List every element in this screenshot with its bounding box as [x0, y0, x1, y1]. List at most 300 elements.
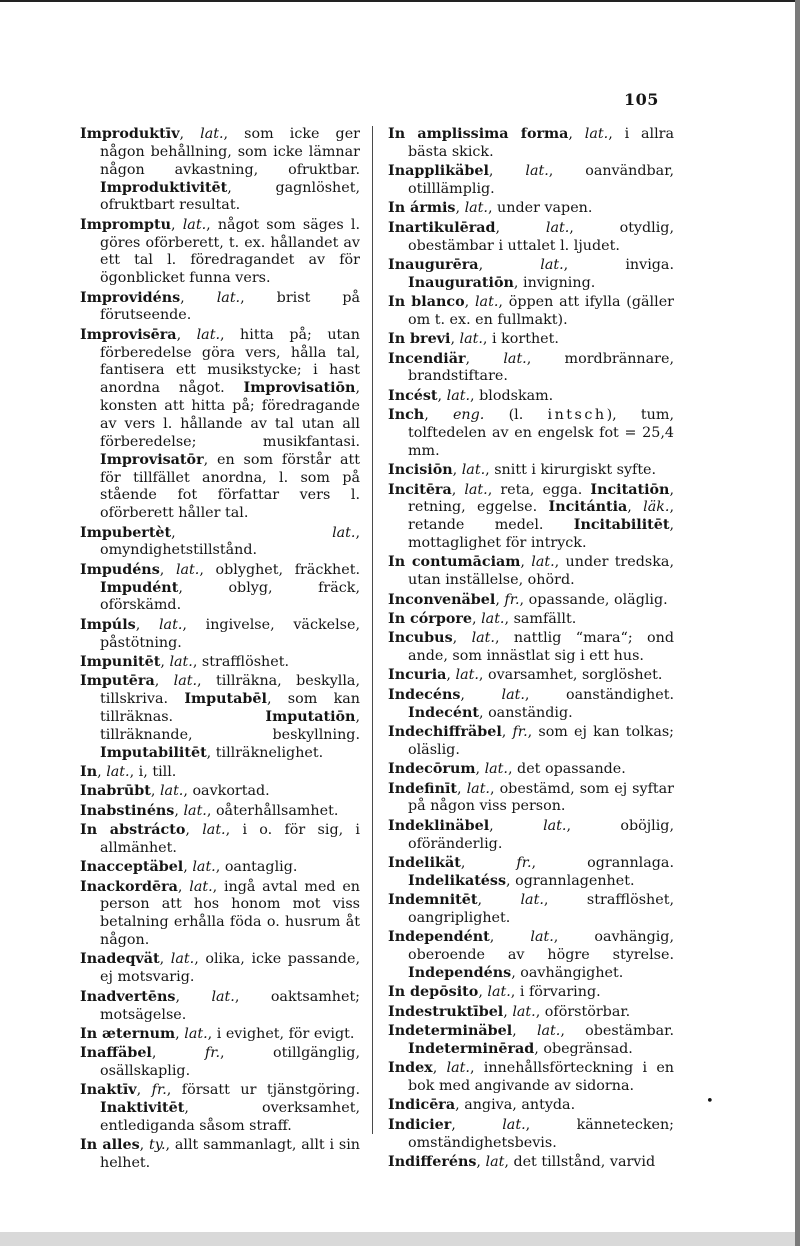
language-tag: lat.	[189, 878, 213, 895]
definition-text: , försatt ur tjänstgöring.	[166, 1082, 360, 1099]
definition-text: ,	[150, 783, 160, 800]
definition-text: , kännetecken; omständighetsbevis.	[408, 1116, 674, 1151]
definition-text: , något som säges l. göres oförberett, t. ex. hållandet av ett tal l. föredragandet av för ögonblicket funna vers.	[100, 216, 361, 287]
definition-text: ,	[175, 1025, 185, 1042]
headword: In amplissima forma	[388, 126, 569, 142]
dictionary-entry	[388, 818, 674, 854]
page-right-edge	[795, 0, 800, 1246]
language-tag: lat.	[159, 783, 184, 800]
definition-text: ,	[175, 988, 212, 1005]
dictionary-entry	[388, 1154, 674, 1172]
definition-text: , olika, icke passande, ej motsvarig.	[100, 951, 361, 986]
right-column	[388, 126, 674, 1173]
dictionary-entry	[388, 892, 674, 928]
language-tag: lat.	[175, 561, 200, 578]
headword: Improvisatiōn	[243, 380, 356, 397]
definition-text: ,	[451, 1116, 503, 1133]
headword: Imputatiōn	[265, 709, 356, 725]
definition-text: ,	[512, 1023, 537, 1039]
definition-text: , otillgänglig, osällskaplig.	[100, 1045, 360, 1080]
language-tag: fr.	[516, 854, 532, 871]
dictionary-entry	[388, 1004, 674, 1022]
pronunciation: intsch	[547, 407, 607, 424]
headword: In alles	[80, 1137, 140, 1154]
definition-text: ,	[503, 1003, 513, 1020]
headword: Indeterminäbel	[388, 1023, 513, 1039]
definition-text: , tillräkna, beskylla, tillskriva.	[100, 673, 360, 708]
headword: Imputēra	[80, 673, 155, 690]
dictionary-entry	[388, 1117, 674, 1153]
definition-text: , otydlig, obestämbar i uttalet l. ljudet.	[408, 219, 675, 254]
definition-text: ,	[159, 951, 171, 968]
dictionary-entry	[388, 611, 674, 629]
dictionary-entry	[388, 554, 674, 590]
language-tag: lat.	[169, 653, 193, 670]
definition-text: , tillräknande, beskyllning.	[100, 709, 360, 743]
definition-text: , i förvaring.	[510, 984, 601, 1001]
definition-text: , det tillstånd, varvid	[504, 1153, 656, 1170]
headword: Impúls	[80, 616, 136, 633]
definition-text: , oanvändbar, otilllämplig.	[408, 163, 675, 198]
dictionary-entry	[388, 257, 674, 293]
language-tag: lat.	[446, 1060, 470, 1077]
headword: Impudént	[100, 579, 179, 596]
dictionary-entry	[80, 783, 360, 801]
definition-text: , angiva, antyda.	[455, 1097, 576, 1114]
definition-text: , oanständighet.	[524, 686, 675, 703]
definition-text: (l.	[484, 407, 548, 424]
definition-text: ,	[460, 854, 517, 871]
headword: Indeklinäbel	[388, 817, 490, 834]
definition-text: ,	[446, 667, 456, 684]
language-tag: eng.	[452, 407, 485, 424]
dictionary-entry	[388, 388, 674, 406]
definition-text: ,	[185, 822, 203, 839]
definition-text: , en som förstår att för tillfället anordna, l. som på stående fot författar vers l. oförberett håller tal.	[100, 451, 360, 522]
dictionary-entry	[388, 407, 674, 461]
dictionary-entry	[388, 855, 674, 891]
headword: Incitabilitēt	[573, 517, 670, 534]
language-tag: lat.	[474, 294, 499, 311]
definition-text: , oåterhållsamhet.	[206, 802, 339, 819]
dictionary-entry	[388, 1023, 674, 1059]
dictionary-entry	[388, 462, 674, 480]
definition-text: , obegränsad.	[534, 1040, 633, 1057]
definition-text: ,	[478, 256, 541, 273]
definition-text: , oblyghet, fräckhet.	[199, 561, 360, 578]
headword: Impromptu	[80, 216, 172, 233]
definition-text: , gagnlöshet, ofruktbart resultat.	[100, 179, 360, 214]
language-tag: fr.	[512, 724, 528, 740]
definition-text: , blodskam.	[470, 387, 554, 404]
dictionary-entry	[388, 294, 674, 330]
definition-text: , som ej kan tolkas; oläslig.	[408, 724, 675, 758]
language-tag: lat.	[484, 761, 508, 778]
definition-text: , oavkortad.	[183, 783, 270, 800]
headword: Index	[388, 1060, 433, 1077]
language-tag: lat.	[461, 462, 486, 479]
headword: Inauguratiōn	[408, 274, 514, 291]
headword: Indelikät	[388, 854, 461, 871]
headword: Incitēra	[388, 481, 452, 498]
definition-text: , invigning.	[513, 274, 596, 291]
definition-text: ,	[627, 499, 644, 516]
language-tag: lat.	[545, 219, 570, 236]
dictionary-entry	[80, 879, 360, 950]
dictionary-entry	[388, 200, 674, 218]
definition-text: ,	[450, 331, 460, 348]
dictionary-entry	[80, 217, 360, 288]
headword: Incitatiōn	[590, 481, 670, 498]
dictionary-entry	[388, 687, 674, 723]
column-divider	[372, 126, 373, 1134]
headword: Improduktivitēt	[100, 179, 228, 196]
definition-text: , ingå avtal med en person att hos honom mot viss betalning erhålla föda o. husrum åt någon.	[100, 878, 360, 949]
definition-text: , omyndighetstillstånd.	[100, 524, 360, 559]
definition-text: , öppen att ifylla (gäller om t. ex. en fullmakt).	[408, 294, 674, 328]
definition-text: , oförstörbar.	[535, 1003, 631, 1020]
dictionary-entry	[388, 220, 674, 256]
definition-text: , ogrannlaga.	[531, 854, 674, 871]
dictionary-entry	[80, 525, 360, 561]
headword: In abstrácto	[80, 822, 186, 839]
language-tag: lat.	[502, 1116, 526, 1133]
definition-text: , oavhängighet.	[511, 964, 624, 981]
headword: Inadvertēns	[80, 988, 176, 1005]
language-tag: lat.	[192, 859, 216, 876]
language-tag: lat.	[536, 1023, 561, 1039]
headword: In	[80, 764, 98, 781]
definition-text: ,	[136, 1082, 152, 1099]
language-tag: fr.	[504, 591, 520, 608]
headword: Incitántia	[548, 499, 628, 516]
dictionary-entry	[388, 163, 674, 199]
language-tag: lat.	[501, 686, 525, 703]
definition-text: , ogrannlagenhet.	[506, 872, 635, 889]
headword: Inconvenäbel	[388, 591, 496, 608]
definition-text: ,	[151, 1045, 205, 1062]
dictionary-entry	[388, 1060, 674, 1096]
language-tag: lat.	[543, 817, 567, 834]
definition-text: ,	[159, 561, 176, 578]
headword: Incést	[388, 387, 438, 404]
page-bottom-edge	[0, 1232, 800, 1246]
headword: Improvisatōr	[100, 451, 204, 468]
definition-text: ,	[489, 929, 531, 946]
definition-text: ,	[501, 724, 513, 740]
left-column	[80, 126, 360, 1175]
headword: In contumāciam	[388, 554, 521, 571]
dictionary-entry	[388, 781, 674, 817]
definition-text: ,	[171, 216, 183, 233]
definition-text: , som kan tillräknas.	[100, 691, 360, 725]
language-tag: lat.	[471, 630, 495, 647]
headword: Impudéns	[80, 561, 160, 578]
dictionary-entry	[80, 126, 360, 215]
definition-text: ,	[432, 1060, 447, 1077]
definition-text: , retning, eggelse.	[408, 481, 674, 516]
definition-text: ,	[452, 462, 462, 479]
language-tag: lat.	[512, 1003, 536, 1020]
definition-text: , strafflöshet, oangriplighet.	[408, 892, 674, 926]
definition-text: ,	[495, 591, 505, 608]
language-tag: lat.	[540, 256, 564, 273]
headword: Improvisēra	[80, 326, 177, 343]
definition-text: , som icke ger någon behållning, som icke lämnar någon avkastning, ofruktbar.	[100, 126, 360, 178]
definition-text: ,	[475, 761, 485, 778]
language-tag: lat.	[106, 764, 130, 781]
headword: Indemnitēt	[388, 892, 478, 909]
page-number: 105	[624, 90, 659, 109]
headword: Imputabēl	[184, 691, 267, 708]
dictionary-entry	[80, 1045, 360, 1081]
definition-text: ,	[477, 892, 521, 909]
definition-text: ,	[135, 616, 159, 633]
dictionary-entry	[388, 482, 674, 553]
definition-text: , oblyg, fräck, oförskämd.	[100, 579, 360, 614]
language-tag: lat.	[481, 610, 505, 627]
definition-text: ,	[160, 653, 170, 670]
language-tag: lat.	[459, 331, 483, 348]
definition-text: , det opassande.	[507, 761, 626, 778]
language-tag: lat	[485, 1153, 505, 1170]
dictionary-entry	[80, 1026, 360, 1044]
definition-text: , i allra bästa skick.	[408, 126, 675, 160]
headword: Indicier	[388, 1116, 452, 1133]
dictionary-entry	[80, 673, 360, 762]
headword: Incisiōn	[388, 462, 453, 479]
definition-text: ,	[174, 802, 184, 819]
headword: Independént	[388, 929, 490, 946]
language-tag: lat.	[200, 126, 224, 142]
language-tag: lat.	[184, 1025, 208, 1042]
definition-text: , reta, egga.	[487, 481, 591, 498]
language-tag: fr.	[151, 1082, 167, 1099]
dictionary-entry	[80, 1137, 360, 1173]
definition-text: , tillräknelighet.	[206, 744, 324, 761]
definition-text: ,	[424, 407, 453, 424]
language-tag: lat.	[455, 667, 479, 684]
definition-text: , oanständig.	[478, 704, 573, 721]
headword: In ármis	[388, 200, 456, 217]
definition-text: , snitt i kirurgiskt syfte.	[485, 462, 657, 479]
definition-text: , samfällt.	[504, 610, 577, 627]
headword: Indicēra	[388, 1097, 456, 1114]
definition-text: ,	[476, 1153, 486, 1170]
dictionary-entry	[80, 1082, 360, 1136]
dictionary-entry	[80, 562, 360, 616]
definition-text: ,	[139, 1137, 150, 1154]
language-tag: lat.	[531, 554, 555, 571]
definition-text: ,	[472, 610, 482, 627]
dictionary-entry	[388, 126, 674, 162]
definition-text: ,	[171, 524, 333, 541]
definition-text: , oavhängig, oberoende av högre styrelse.	[408, 929, 674, 964]
headword: Independéns	[408, 964, 512, 981]
definition-text: , opassande, oläglig.	[519, 591, 668, 608]
headword: Indecéns	[388, 686, 461, 703]
page-top-edge	[0, 0, 800, 2]
definition-text: ,	[457, 780, 467, 797]
dictionary-entry	[388, 592, 674, 610]
definition-text: , strafflöshet.	[192, 653, 289, 670]
dictionary-entry	[80, 803, 360, 821]
definition-text: ,	[495, 219, 546, 236]
dictionary-entry	[80, 951, 360, 987]
definition-text: ,	[455, 200, 465, 217]
definition-text: ,	[180, 289, 217, 306]
dictionary-entry	[388, 331, 674, 349]
definition-text: , i, till.	[129, 764, 177, 781]
language-tag: lat.	[182, 216, 207, 233]
definition-text: , konsten att hitta på; föredragande av vers l. hållande av tal utan all förberedelse; musikfantasi.	[100, 380, 360, 450]
definition-text: , nattlig “mara“; ond ande, som innästlat sig i ett hus.	[408, 630, 674, 665]
definition-text: , mottaglighet för intryck.	[408, 517, 674, 552]
headword: Indestruktībel	[388, 1003, 504, 1020]
dictionary-entry	[80, 989, 360, 1025]
headword: Indecōrum	[388, 761, 476, 778]
definition-text: , obestämbar.	[560, 1023, 674, 1039]
language-tag: lat.	[332, 524, 356, 541]
definition-text: , obestämd, som ej syftar på någon viss person.	[408, 780, 674, 815]
definition-text: , hitta på; utan förberedelse göra vers, hålla tal, fantisera ett musikstycke; i hast anordna något.	[100, 326, 360, 397]
headword: Inapplikäbel	[388, 163, 489, 180]
language-tag: lat.	[584, 126, 609, 142]
definition-text: ,	[451, 481, 465, 498]
headword: In depōsito	[388, 984, 479, 1001]
definition-text: , oaktsamhet; motsägelse.	[100, 988, 361, 1023]
dictionary-entry	[80, 290, 360, 326]
language-tag: lat.	[183, 802, 207, 819]
headword: In brevi	[388, 331, 451, 348]
definition-text: ,	[179, 126, 201, 142]
dictionary-entry	[388, 761, 674, 779]
dictionary-entry	[388, 724, 674, 760]
definition-text: ,	[568, 126, 585, 142]
headword: Inch	[388, 407, 425, 424]
dictionary-entry	[80, 617, 360, 653]
dictionary-entry	[80, 764, 360, 782]
definition-text: , i korthet.	[482, 331, 559, 348]
dictionary-entry	[80, 822, 360, 858]
definition-text: ,	[460, 686, 502, 703]
language-tag: lat.	[446, 387, 471, 404]
definition-text: ,	[488, 163, 526, 180]
headword: Indifferéns	[388, 1153, 477, 1170]
language-tag: lat.	[196, 326, 220, 343]
definition-text: , retande medel.	[408, 499, 674, 534]
definition-text: , ingivelse, väckelse, påstötning.	[100, 616, 360, 651]
headword: In blanco	[388, 294, 465, 311]
stray-mark: •	[706, 1094, 714, 1109]
definition-text: ,	[154, 673, 174, 690]
headword: Indelikatéss	[408, 872, 507, 889]
language-tag: lat.	[216, 289, 241, 306]
definition-text: ,	[97, 764, 107, 781]
language-tag: läk.	[643, 499, 670, 516]
dictionary-entry	[80, 327, 360, 523]
definition-text: , under tredska, utan inställelse, ohörd.	[408, 554, 674, 589]
definition-text: , inviga.	[563, 256, 674, 273]
headword: Impubertèt	[80, 524, 172, 541]
dictionary-entry	[388, 630, 674, 666]
headword: Imputabilitēt	[100, 744, 207, 761]
headword: Inaffäbel	[80, 1045, 152, 1062]
language-tag: lat.	[170, 951, 195, 968]
definition-text: ,	[465, 350, 504, 367]
language-tag: lat.	[503, 350, 527, 367]
language-tag: lat.	[202, 822, 226, 839]
headword: Inaugurēra	[388, 256, 479, 273]
definition-text: , oantaglig.	[215, 859, 298, 876]
definition-text: ), tum, tolftedelen av en engelsk fot = 25,4 mm.	[408, 407, 674, 459]
headword: Indechiffräbel	[388, 724, 502, 740]
definition-text: ,	[176, 326, 197, 343]
dictionary-entry	[388, 351, 674, 387]
headword: Indeterminērad	[408, 1040, 535, 1057]
dictionary-entry	[388, 667, 674, 685]
definition-text: ,	[478, 984, 488, 1001]
language-tag: lat.	[211, 988, 235, 1005]
language-tag: lat.	[520, 892, 544, 909]
language-tag: ty.	[149, 1137, 166, 1154]
language-tag: lat.	[173, 673, 198, 690]
definition-text: , allt sammanlagt, allt i sin helhet.	[100, 1137, 361, 1172]
language-tag: fr.	[204, 1045, 221, 1062]
headword: Indecént	[408, 704, 479, 721]
definition-text: ,	[177, 878, 190, 895]
definition-text: , overksamhet, entlediganda såsom straff.	[100, 1100, 360, 1135]
dictionary-entry	[388, 929, 674, 983]
headword: Inaktivitēt	[100, 1100, 185, 1117]
headword: Inabstinéns	[80, 802, 175, 819]
definition-text: , under vapen.	[487, 200, 593, 217]
dictionary-entry	[80, 654, 360, 672]
definition-text: , i evighet, för evigt.	[207, 1025, 355, 1042]
dictionary-entry	[388, 984, 674, 1002]
headword: Inartikulērad	[388, 219, 496, 236]
language-tag: lat.	[464, 481, 488, 498]
definition-text: ,	[489, 817, 544, 834]
headword: Inadeqvät	[80, 951, 160, 968]
language-tag: lat.	[525, 163, 549, 180]
definition-text: , mordbrännare, brandstiftare.	[408, 350, 674, 385]
headword: Improduktīv	[80, 126, 180, 142]
headword: In córpore	[388, 610, 472, 627]
definition-text: , brist på förutseende.	[100, 289, 360, 324]
headword: Inackordēra	[80, 878, 178, 895]
definition-text: ,	[437, 387, 447, 404]
dictionary-entry	[388, 1097, 674, 1115]
headword: Incubus	[388, 630, 453, 647]
dictionary-entry	[80, 859, 360, 877]
definition-text: , ovarsamhet, sorglöshet.	[478, 667, 663, 684]
headword: Inabrūbt	[80, 783, 151, 800]
headword: Impunitēt	[80, 653, 161, 670]
headword: In æternum	[80, 1025, 176, 1042]
language-tag: lat.	[466, 780, 490, 797]
headword: Incuria	[388, 667, 447, 684]
headword: Inaktīv	[80, 1082, 137, 1099]
headword: Indefinīt	[388, 780, 457, 797]
language-tag: lat.	[464, 200, 488, 217]
language-tag: lat.	[530, 929, 554, 946]
definition-text: ,	[183, 859, 193, 876]
definition-text: ,	[452, 630, 472, 647]
headword: Incendiär	[388, 350, 466, 367]
headword: Inacceptäbel	[80, 859, 184, 876]
definition-text: , i o. för sig, i allmänhet.	[100, 822, 361, 856]
